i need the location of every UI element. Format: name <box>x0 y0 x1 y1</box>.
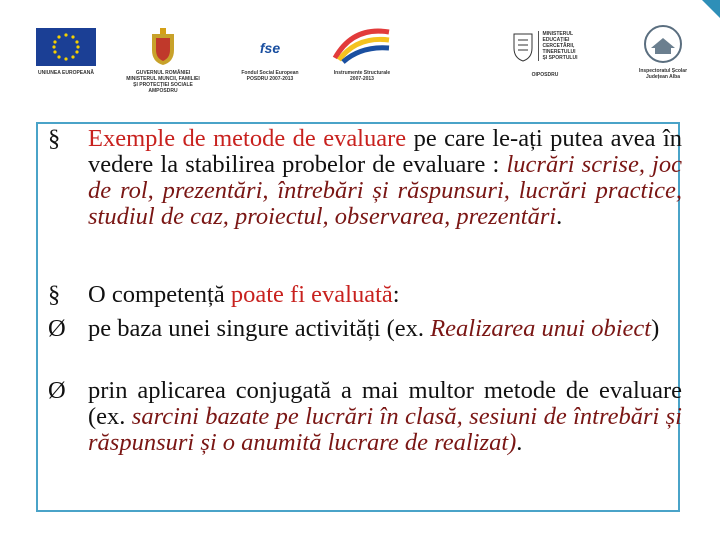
eu-flag-icon <box>36 28 96 66</box>
coat-of-arms-icon <box>148 28 178 66</box>
list-item-text: O competență poate fi evaluată: <box>88 281 400 308</box>
examples-text: lucrări scrise, joc de rol, prezentări, întrebări și răspunsuri, lucrări practice, studiul de caz, proiectul, observarea, prezentări <box>88 151 682 230</box>
arrow-marker: Ø <box>48 377 66 404</box>
bullet-marker: § <box>48 281 61 308</box>
ministry-education-logo: MINISTERUL EDUCAȚIEI CERCETĂRII, TINERETULUI ȘI SPORTULUI OIPOSDRU <box>505 24 585 78</box>
logo-bar <box>0 0 720 112</box>
inspectorat-logo: Inspectoratul Școlar Județean Alba <box>622 24 704 80</box>
list-item-text: Exemple de metode de evaluare pe care le-ați putea avea în vedere la stabilirea probelor de evaluare : lucrări scrise, joc de rol, prezentări, întrebări și răspunsuri, lucrări practice, studiul de caz, proiectul, observarea, prezentări. <box>88 125 682 230</box>
arrow-marker: Ø <box>48 315 66 342</box>
list-item-single-activity <box>48 316 682 342</box>
example-text: Realizarea unui obiect <box>430 315 652 342</box>
list-item-combined-methods <box>48 378 682 456</box>
list-item-competence <box>48 282 682 308</box>
government-logo: GUVERNUL ROMÂNIEI MINISTERUL MUNCII, FAMILIEI ȘI PROTECȚIEI SOCIALE AMPOSDRU <box>118 28 208 94</box>
bullet-marker: § <box>48 125 61 152</box>
structural-instruments-icon <box>329 22 395 66</box>
list-item-evaluation-methods <box>48 126 682 230</box>
list-item-text: prin aplicarea conjugată a mai multor metode de evaluare (ex. sarcini bazate pe lucrări în clasă, sesiuni de întrebări și răspunsuri și o anumită lucrare de realizat). <box>88 377 682 456</box>
list-item-text: pe baza unei singure activități (ex. Realizarea unui obiect) <box>88 315 660 342</box>
example-text: sarcini bazate pe lucrări în clasă, sesiuni de întrebări și răspunsuri și o anumită lucrare de realizat) <box>88 403 682 456</box>
ministry-name: MINISTERUL EDUCAȚIEI CERCETĂRII, TINERETULUI ȘI SPORTULUI <box>538 31 577 61</box>
fse-logo: fse Fondul Social European POSDRU 2007-2013 <box>241 40 299 82</box>
highlight-text: poate fi evaluată <box>230 281 393 308</box>
highlight-text: Exemple de metode de evaluare <box>88 125 407 152</box>
inspectorat-icon <box>641 24 685 64</box>
fse-logo-mark: fse <box>259 40 281 56</box>
ministry-crest-icon <box>512 30 534 62</box>
structural-instruments-logo: Instrumente Structurale 2007-2013 <box>318 22 406 82</box>
eu-logo: UNIUNEA EUROPEANĂ <box>28 28 104 76</box>
